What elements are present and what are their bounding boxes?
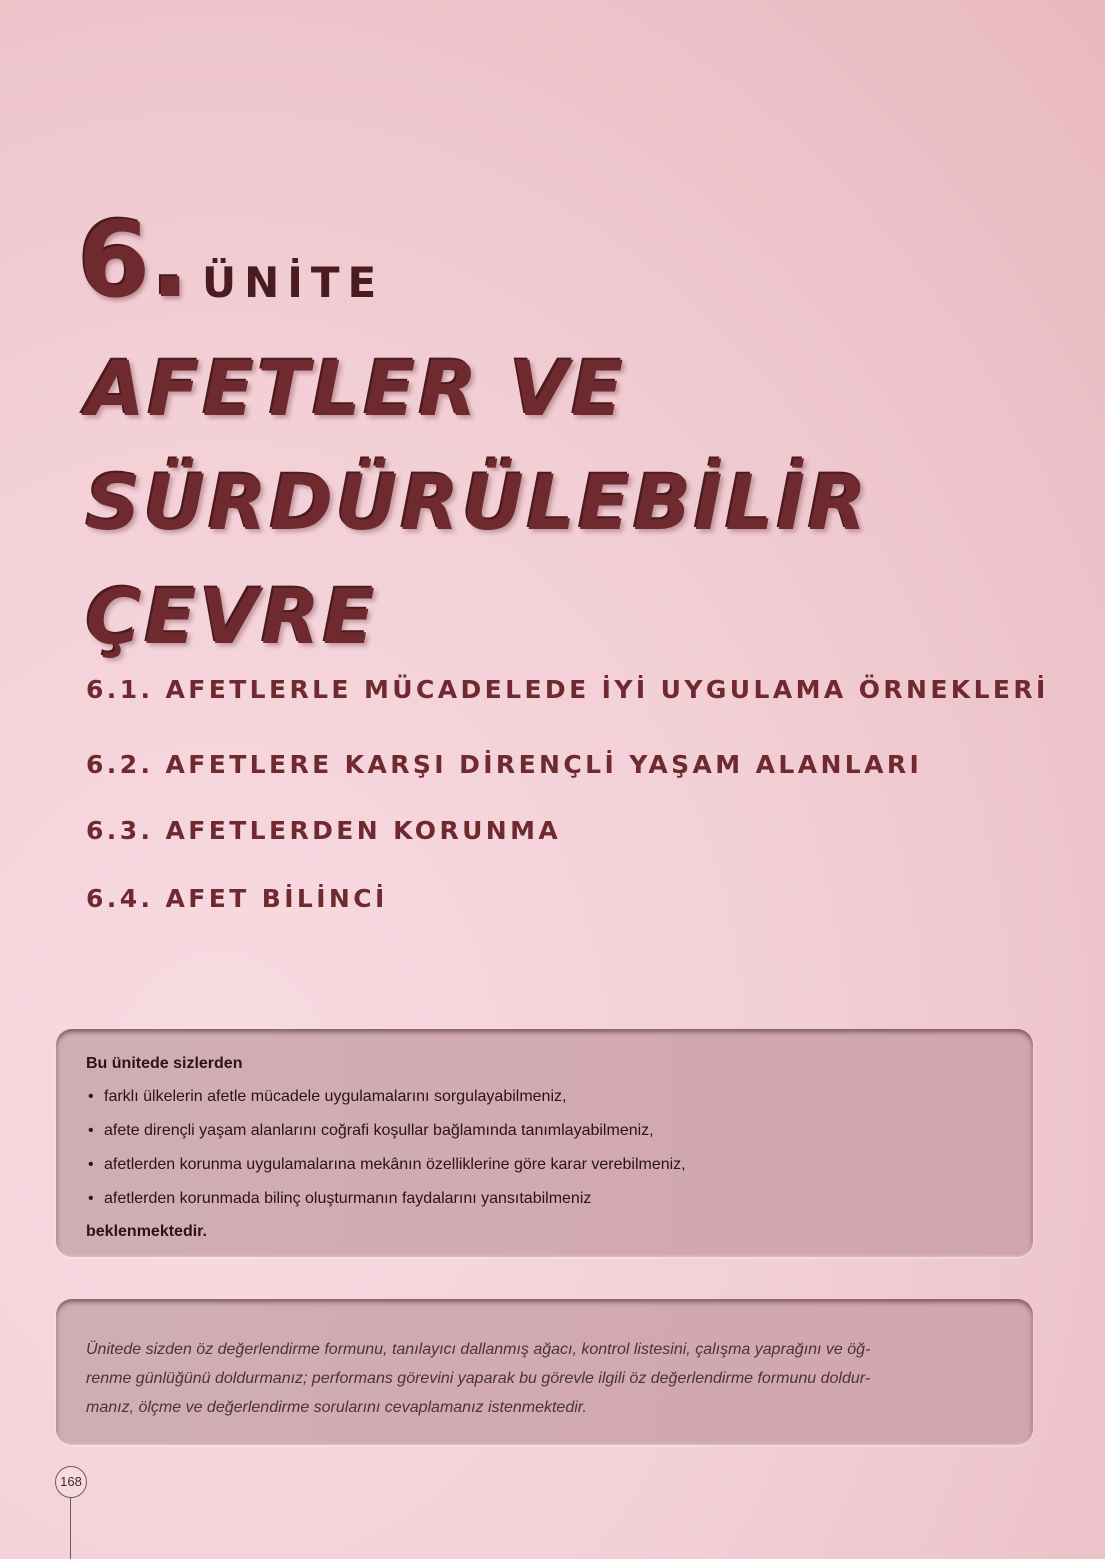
objective-item: • afetlerden korunmada bilinç oluşturmanın faydalarını yansıtabilmeniz [86, 1189, 686, 1223]
page-number-line [70, 1497, 71, 1559]
objectives-list [86, 1087, 686, 1223]
unit-title-line: ÇEVRE [86, 572, 378, 661]
unit-title [86, 332, 1046, 674]
unit-number: 6. [78, 199, 190, 321]
objective-item: • afete dirençli yaşam alanlarını coğrafi koşullar bağlamında tanımlayabilmeniz, [86, 1121, 686, 1155]
assessment-line: Ünitede sizden öz değerlendirme formunu, tanılayıcı dallanmış ağacı, kontrol listesini, çalışma yaprağını ve öğ- [86, 1341, 871, 1358]
unit-title-line: AFETLER VE [86, 344, 627, 433]
assessment-box [56, 1299, 1033, 1445]
objectives-title: Bu ünitede sizlerden [86, 1055, 243, 1072]
unit-label: ÜNİTE [202, 258, 385, 307]
assessment-text [86, 1335, 1006, 1422]
assessment-line: manız, ölçme ve değerlendirme sorularını cevaplamanız istenmektedir. [86, 1399, 587, 1416]
objective-item: • afetlerden korunma uygulamalarına mekânın özelliklerine göre karar verebilmeniz, [86, 1155, 686, 1189]
assessment-line: renme günlüğünü doldurmanız; performans görevini yaparak bu görevle ilgili öz değerlendirme formunu doldur- [86, 1370, 871, 1387]
section-item: 6.2. AFETLERE KARŞI DİRENÇLİ YAŞAM ALANLARI [86, 750, 923, 779]
page-number: 168 [55, 1466, 87, 1498]
section-item: 6.4. AFET BİLİNCİ [86, 884, 388, 913]
objective-item: • farklı ülkelerin afetle mücadele uygulamalarını sorgulayabilmeniz, [86, 1087, 686, 1121]
objectives-box [56, 1029, 1033, 1257]
section-item: 6.3. AFETLERDEN KORUNMA [86, 816, 562, 845]
unit-title-line: SÜRDÜRÜLEBİLİR [86, 458, 870, 547]
objectives-footer: beklenmektedir. [86, 1223, 207, 1240]
section-item: 6.1. AFETLERLE MÜCADELEDE İYİ UYGULAMA ÖRNEKLERİ [86, 675, 1049, 704]
